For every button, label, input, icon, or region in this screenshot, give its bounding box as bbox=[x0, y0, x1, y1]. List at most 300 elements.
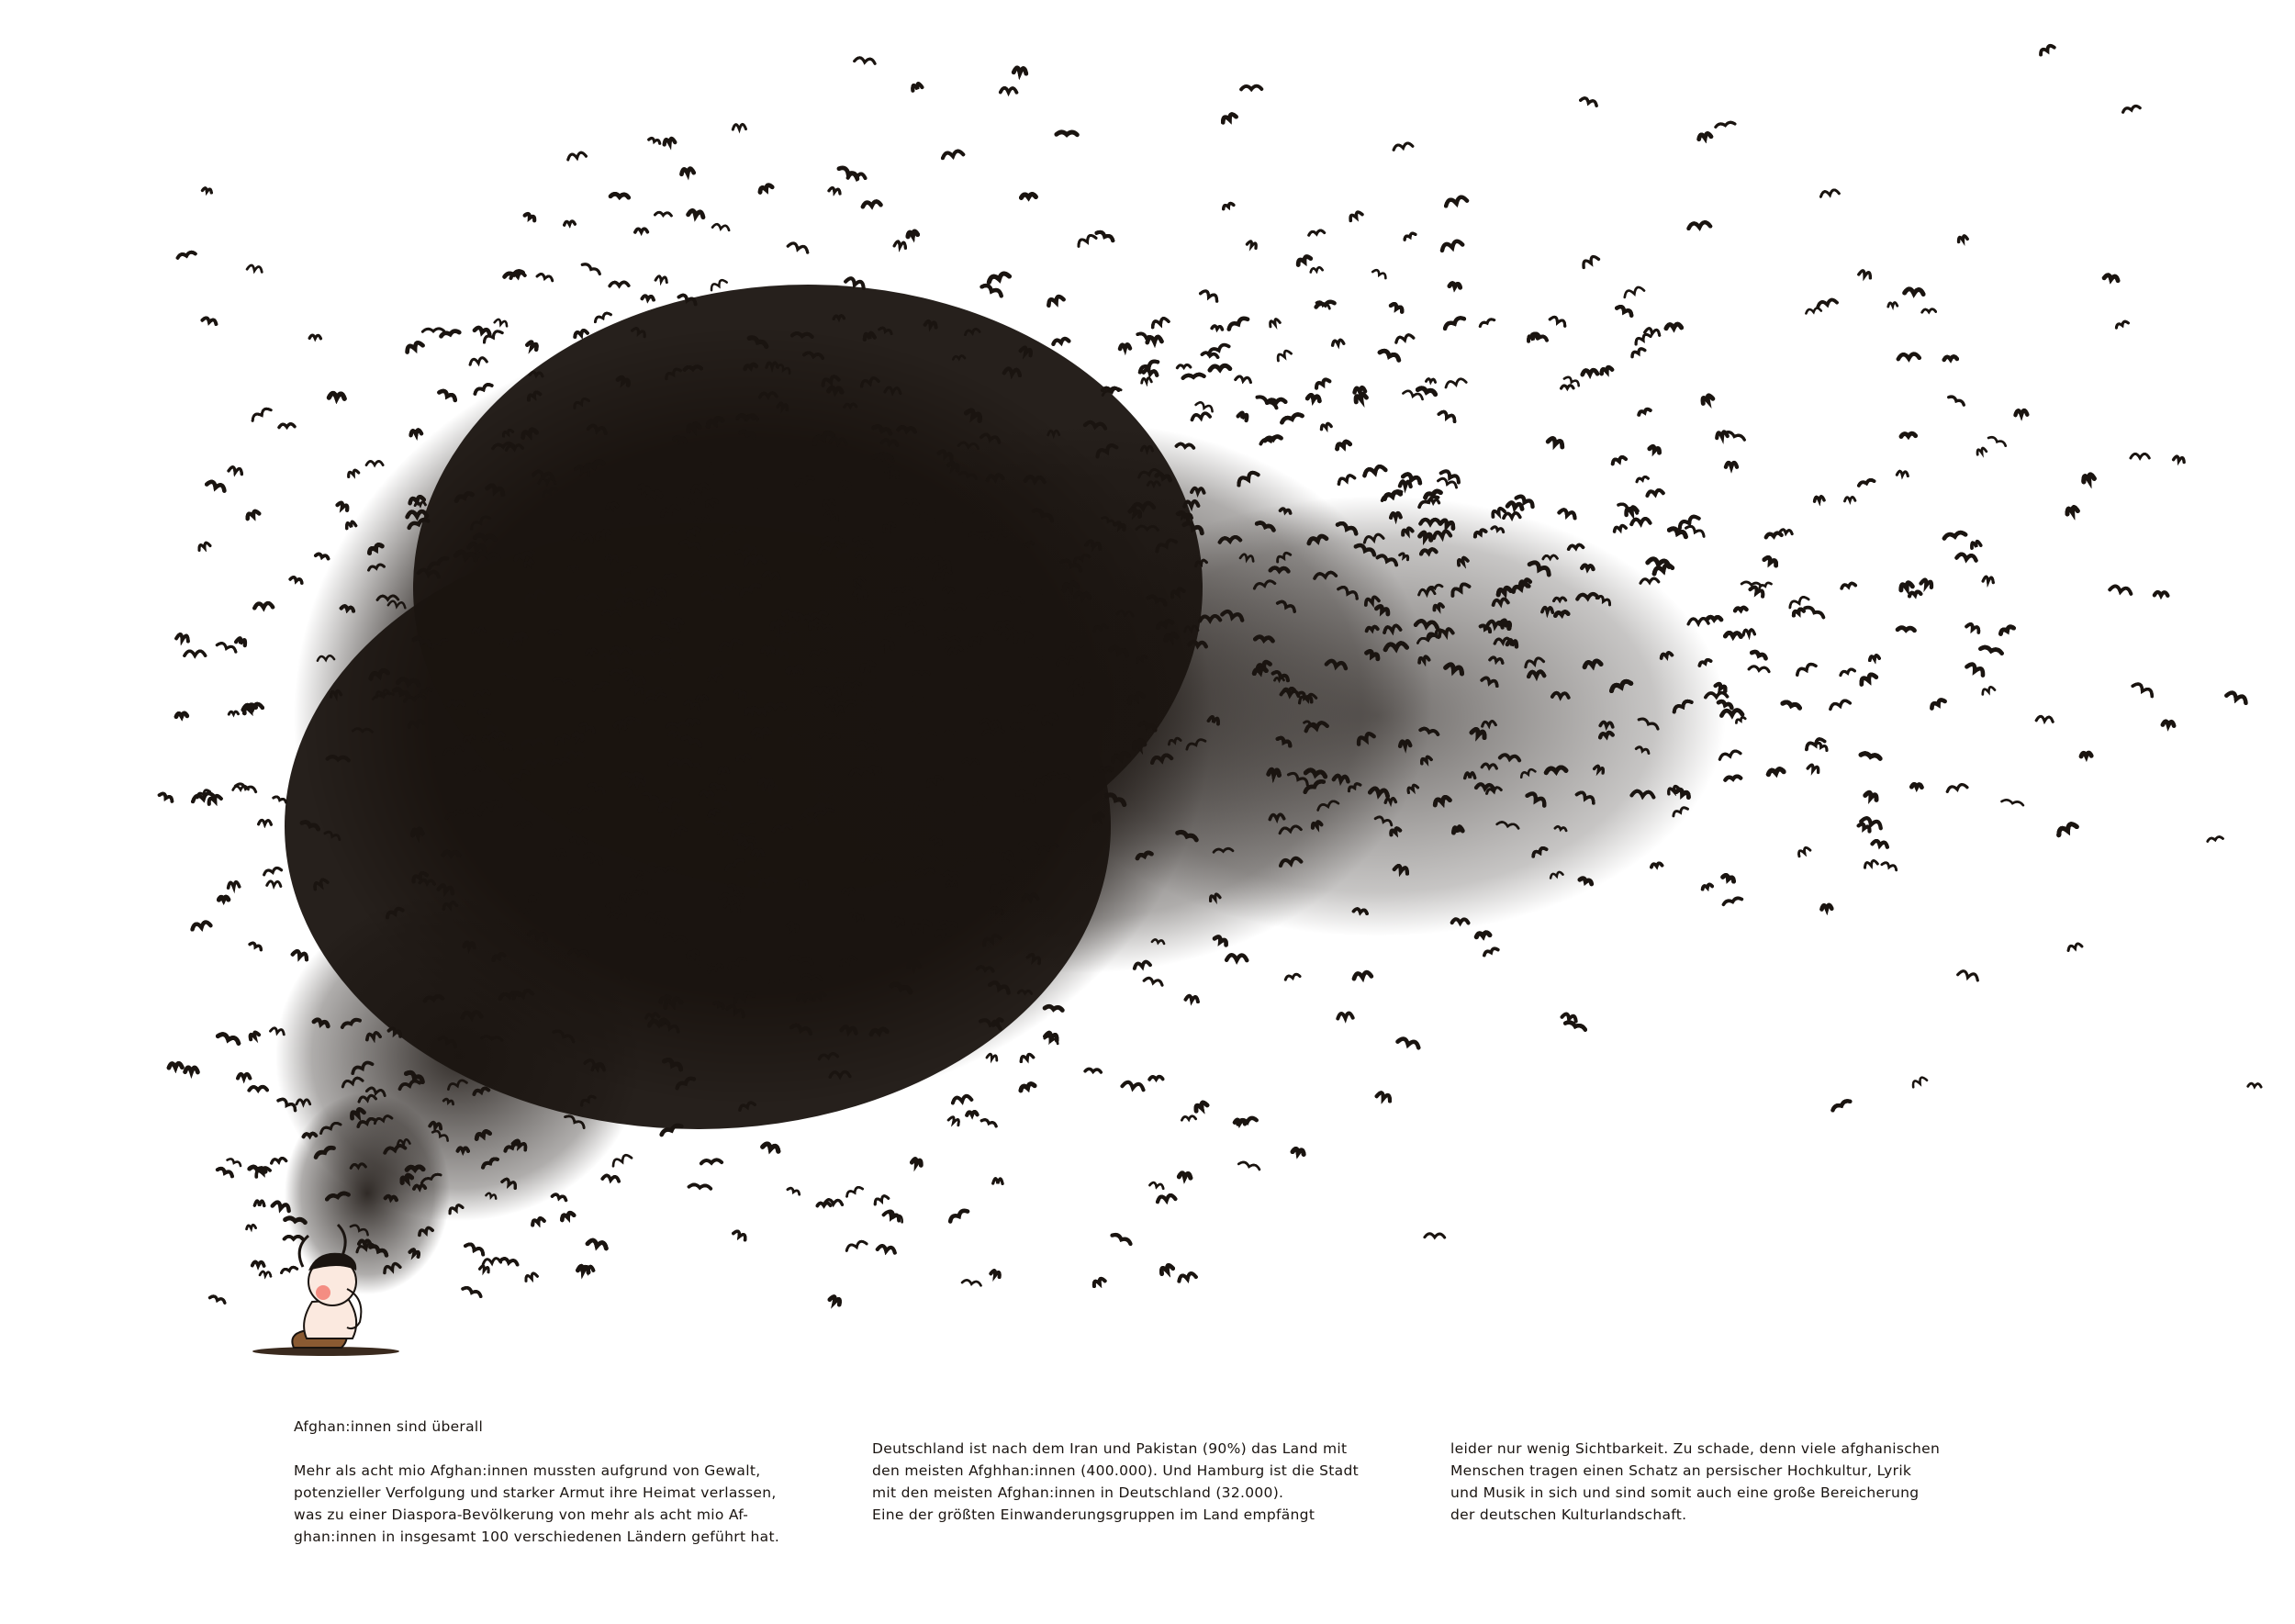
bird bbox=[1177, 364, 1191, 367]
bird bbox=[1981, 686, 1995, 694]
bird bbox=[894, 241, 906, 248]
bird bbox=[1764, 556, 1778, 566]
bird bbox=[1988, 436, 2007, 446]
bird bbox=[260, 1271, 271, 1277]
bird bbox=[1564, 375, 1580, 386]
bird bbox=[259, 820, 272, 824]
bird bbox=[1528, 334, 1538, 342]
bird bbox=[1631, 519, 1651, 524]
bird bbox=[1859, 270, 1872, 278]
bird bbox=[845, 1185, 863, 1196]
bird bbox=[762, 647, 773, 651]
bird bbox=[217, 642, 237, 652]
bird bbox=[439, 389, 456, 400]
bird bbox=[987, 1053, 998, 1060]
bird bbox=[2226, 691, 2247, 703]
bird bbox=[1377, 1092, 1392, 1101]
bird bbox=[1267, 399, 1285, 403]
bird bbox=[1013, 724, 1022, 727]
bird bbox=[228, 1158, 242, 1166]
bird bbox=[1821, 905, 1831, 910]
bird bbox=[1439, 410, 1456, 422]
bird bbox=[1207, 343, 1228, 354]
bird bbox=[561, 1212, 574, 1220]
bird bbox=[2039, 44, 2054, 54]
bird bbox=[207, 480, 226, 490]
bird bbox=[655, 212, 671, 216]
bird bbox=[1085, 1069, 1101, 1072]
bird bbox=[1966, 663, 1985, 676]
bird bbox=[1550, 316, 1566, 327]
bird bbox=[338, 501, 350, 510]
bird bbox=[1864, 860, 1877, 868]
bird bbox=[1404, 232, 1416, 240]
bird bbox=[1021, 194, 1036, 197]
bird bbox=[1943, 532, 1965, 538]
bird bbox=[247, 264, 263, 272]
bird bbox=[611, 1153, 632, 1166]
bird bbox=[1441, 469, 1461, 482]
bird bbox=[1887, 302, 1897, 307]
bird bbox=[988, 273, 1009, 283]
bird bbox=[1630, 347, 1644, 356]
bird bbox=[177, 252, 196, 258]
bird bbox=[1452, 919, 1469, 923]
bird bbox=[1144, 369, 1158, 375]
bird bbox=[1636, 476, 1648, 482]
bird bbox=[942, 151, 963, 159]
bird bbox=[1122, 1081, 1144, 1090]
bird bbox=[1332, 340, 1344, 345]
bird bbox=[197, 542, 210, 550]
bird bbox=[909, 510, 923, 514]
bird bbox=[1651, 863, 1662, 868]
bird bbox=[2036, 716, 2053, 722]
bird bbox=[1391, 513, 1401, 518]
bird bbox=[1830, 700, 1851, 710]
bird bbox=[1194, 1102, 1207, 1112]
bird bbox=[733, 1230, 747, 1240]
bird bbox=[733, 124, 745, 129]
bird bbox=[1445, 378, 1466, 387]
bird bbox=[1507, 502, 1523, 510]
bird bbox=[1946, 784, 1967, 792]
bird bbox=[1958, 969, 1979, 980]
bird bbox=[817, 1203, 830, 1205]
bird bbox=[610, 282, 629, 286]
bird bbox=[1450, 283, 1461, 287]
bird bbox=[1582, 565, 1594, 569]
bird bbox=[1743, 629, 1755, 634]
bird bbox=[366, 461, 383, 465]
bird bbox=[532, 1217, 544, 1226]
bird bbox=[1159, 1264, 1173, 1274]
bird bbox=[1721, 710, 1742, 715]
bird bbox=[1391, 303, 1404, 312]
bird bbox=[1614, 525, 1627, 532]
bird bbox=[246, 510, 259, 520]
bird bbox=[1750, 586, 1764, 597]
bird bbox=[474, 383, 492, 394]
bird bbox=[229, 711, 238, 714]
bird bbox=[1793, 608, 1804, 615]
bird bbox=[1426, 378, 1435, 382]
bird bbox=[1944, 356, 1957, 360]
bird bbox=[1931, 699, 1945, 709]
bird bbox=[1274, 678, 1283, 680]
bird bbox=[1223, 203, 1234, 209]
bird bbox=[912, 599, 925, 604]
bird bbox=[948, 1115, 960, 1125]
bird bbox=[912, 83, 923, 91]
bird bbox=[981, 1118, 997, 1126]
bird bbox=[1715, 122, 1734, 128]
bird bbox=[1192, 412, 1210, 420]
bird bbox=[293, 950, 308, 959]
bird bbox=[218, 897, 228, 900]
bird bbox=[574, 330, 588, 337]
bird bbox=[1970, 541, 1980, 548]
bird bbox=[1841, 583, 1855, 588]
section-heading: Afghan:innen sind überall bbox=[294, 1418, 484, 1435]
bird bbox=[1882, 861, 1898, 869]
bird bbox=[443, 852, 459, 856]
bird bbox=[407, 1167, 423, 1170]
bird bbox=[582, 263, 600, 274]
bird bbox=[1236, 375, 1251, 382]
bird bbox=[710, 278, 727, 290]
bird bbox=[1363, 465, 1385, 476]
bird bbox=[1949, 396, 1965, 406]
bird bbox=[2082, 474, 2094, 482]
bird bbox=[1897, 471, 1908, 476]
bird bbox=[1898, 627, 1915, 630]
text-column-2 bbox=[872, 1416, 1441, 1548]
bird bbox=[588, 1239, 608, 1249]
bird bbox=[1650, 445, 1661, 453]
bird bbox=[1201, 289, 1219, 301]
paragraph-1: Mehr als acht mio Afghan:innen mussten aufgrund von Gewalt, potenzieller Verfolgung und starker Armut ihre Heimat verlassen, was zu einer Diaspora-Bevölkerung von mehr als acht mio Af- ghan:innen in insgesamt 100 verschiedenen Ländern geführt hat. bbox=[294, 1462, 780, 1545]
bird bbox=[1749, 666, 1769, 671]
bird bbox=[1336, 441, 1350, 449]
bird bbox=[1911, 1076, 1927, 1087]
bird bbox=[1184, 501, 1198, 507]
bird bbox=[1144, 977, 1163, 985]
bird bbox=[760, 778, 774, 784]
bird bbox=[1315, 378, 1329, 388]
bird bbox=[577, 1266, 589, 1272]
bird bbox=[826, 700, 837, 706]
bird bbox=[465, 943, 475, 947]
bird bbox=[1723, 897, 1742, 904]
bird bbox=[845, 1240, 867, 1251]
bird bbox=[642, 296, 654, 300]
bird bbox=[2015, 410, 2027, 415]
bird bbox=[316, 554, 329, 559]
bird bbox=[700, 791, 712, 795]
bird bbox=[1393, 142, 1413, 150]
bird bbox=[1898, 353, 1920, 359]
bird bbox=[655, 275, 667, 283]
bird bbox=[169, 1063, 183, 1068]
bird bbox=[202, 187, 212, 193]
bird bbox=[1796, 662, 1816, 675]
bird bbox=[1648, 558, 1670, 567]
bird bbox=[1151, 317, 1169, 327]
bird bbox=[537, 273, 554, 280]
bird bbox=[1542, 607, 1553, 612]
bird bbox=[1723, 874, 1735, 881]
bird bbox=[267, 881, 281, 887]
bird bbox=[952, 1095, 971, 1103]
bird bbox=[1858, 479, 1874, 486]
bird bbox=[2104, 274, 2119, 281]
bird bbox=[1634, 332, 1651, 344]
bird bbox=[1735, 608, 1747, 611]
bird bbox=[681, 168, 694, 174]
bird bbox=[202, 317, 217, 324]
bird bbox=[788, 1187, 800, 1194]
bird bbox=[1320, 423, 1331, 430]
bird bbox=[406, 342, 423, 353]
bird bbox=[1179, 1172, 1191, 1178]
bird bbox=[635, 229, 647, 232]
bird bbox=[1308, 230, 1324, 235]
swarm-core bbox=[275, 285, 1726, 1294]
bird bbox=[1092, 1277, 1105, 1286]
bird bbox=[500, 1258, 519, 1265]
bird bbox=[1873, 840, 1888, 846]
bird bbox=[602, 1175, 619, 1182]
bird bbox=[1103, 388, 1119, 390]
bird bbox=[1192, 487, 1204, 492]
bird bbox=[176, 633, 189, 642]
bird bbox=[2115, 320, 2128, 328]
bird bbox=[1235, 1119, 1246, 1124]
text-column-1 bbox=[294, 1394, 863, 1570]
bird bbox=[1425, 1234, 1445, 1238]
bird bbox=[218, 1167, 233, 1176]
bird bbox=[649, 138, 661, 144]
bird bbox=[1702, 884, 1712, 890]
bird bbox=[480, 1265, 490, 1272]
bird bbox=[359, 1240, 370, 1243]
bird bbox=[2163, 721, 2175, 725]
bird bbox=[2122, 105, 2140, 112]
bird bbox=[1053, 338, 1069, 344]
bird bbox=[1212, 326, 1223, 330]
bird bbox=[1440, 240, 1462, 251]
bird bbox=[1281, 413, 1302, 422]
bird bbox=[218, 1033, 240, 1044]
bird bbox=[2133, 682, 2154, 697]
bird bbox=[697, 696, 707, 700]
bird bbox=[883, 804, 896, 809]
bird bbox=[1269, 769, 1280, 776]
bird bbox=[788, 241, 809, 252]
bird bbox=[1445, 196, 1467, 206]
bird bbox=[2001, 799, 2023, 805]
bird bbox=[908, 961, 919, 967]
bird bbox=[1120, 344, 1130, 349]
bird bbox=[907, 231, 917, 237]
bird bbox=[1686, 524, 1706, 536]
bird bbox=[1814, 496, 1824, 501]
bird bbox=[263, 867, 282, 874]
bird bbox=[1647, 489, 1663, 496]
bird bbox=[1805, 606, 1824, 618]
bird bbox=[1181, 1115, 1196, 1120]
bird bbox=[1611, 456, 1626, 465]
bird bbox=[1400, 481, 1411, 487]
bird bbox=[1840, 668, 1854, 676]
bird bbox=[1617, 305, 1633, 315]
bird bbox=[1020, 1082, 1035, 1090]
bird bbox=[1227, 317, 1248, 330]
bird bbox=[1701, 395, 1713, 404]
bird bbox=[1860, 673, 1876, 684]
bird bbox=[862, 201, 880, 207]
bird bbox=[1354, 393, 1366, 402]
bird bbox=[515, 633, 526, 639]
bird bbox=[2081, 753, 2091, 756]
bird bbox=[1956, 554, 1976, 561]
bird bbox=[1562, 386, 1573, 388]
bird bbox=[1452, 826, 1462, 833]
bird bbox=[1483, 947, 1498, 956]
bird bbox=[1788, 595, 1808, 608]
bird bbox=[1600, 366, 1612, 374]
bird bbox=[1844, 497, 1855, 501]
bird bbox=[1210, 365, 1230, 370]
bird bbox=[1349, 210, 1362, 220]
bird bbox=[475, 327, 490, 334]
bird bbox=[1559, 509, 1576, 518]
bird bbox=[249, 1087, 267, 1091]
bird bbox=[621, 774, 643, 778]
bird bbox=[465, 1242, 485, 1254]
bird bbox=[1869, 655, 1879, 660]
bird bbox=[483, 1258, 501, 1264]
bird bbox=[414, 1185, 425, 1189]
bird bbox=[2056, 823, 2077, 835]
bird bbox=[1861, 753, 1880, 758]
bird bbox=[1196, 401, 1215, 411]
bird bbox=[567, 151, 587, 160]
bird bbox=[912, 554, 927, 558]
bird bbox=[1403, 389, 1423, 399]
bird bbox=[251, 407, 271, 420]
bird bbox=[1735, 716, 1745, 722]
bird bbox=[160, 792, 174, 801]
bird bbox=[1725, 633, 1741, 636]
bird bbox=[185, 651, 206, 655]
bird bbox=[829, 187, 841, 194]
bird bbox=[763, 1143, 779, 1151]
bird bbox=[1901, 433, 1916, 437]
paragraph-2: Deutschland ist nach dem Iran und Pakistan (90%) das Land mit den meisten Afghhan:innen (400.000). Und Hamburg ist die Stadt mit den meisten Afghan:innen in Deutschland (32.000). Eine der größten Einwanderungsgruppen im Land empfängt bbox=[872, 1440, 1359, 1523]
bird bbox=[2067, 943, 2082, 951]
bird bbox=[1149, 1077, 1163, 1080]
bird bbox=[1057, 132, 1078, 135]
bird bbox=[701, 1159, 722, 1163]
paragraph-3: leider nur wenig Sichtbarkeit. Zu schade, denn viele afghanischen Menschen tragen einen Schatz an persischer Hochkultur, Lyrik und Musik in sich und sind somit auch eine große Bereicherung der deutschen Kulturlandschaft. bbox=[1450, 1440, 1941, 1523]
bird bbox=[1001, 88, 1017, 93]
bird bbox=[1999, 625, 2013, 633]
bird bbox=[1726, 463, 1737, 467]
bird bbox=[2155, 592, 2168, 596]
bird bbox=[1385, 798, 1395, 802]
bird bbox=[1285, 973, 1301, 980]
bird bbox=[1980, 646, 2002, 654]
bird bbox=[1113, 1233, 1132, 1244]
bird bbox=[1698, 133, 1711, 140]
bird bbox=[1797, 846, 1810, 857]
bird bbox=[422, 329, 443, 332]
bird bbox=[192, 921, 211, 929]
bird bbox=[993, 1179, 1003, 1184]
bird bbox=[1157, 1194, 1175, 1202]
bird bbox=[830, 1295, 842, 1305]
bird bbox=[719, 767, 729, 773]
bird bbox=[1752, 651, 1766, 658]
bird bbox=[246, 1225, 255, 1229]
bird bbox=[1966, 622, 1980, 633]
bird bbox=[1666, 324, 1682, 329]
bird bbox=[1957, 235, 1967, 241]
bird bbox=[912, 1159, 922, 1166]
bird bbox=[1293, 1148, 1304, 1155]
bird bbox=[991, 1270, 1001, 1277]
bird bbox=[874, 454, 891, 458]
bird bbox=[309, 335, 320, 339]
bird bbox=[271, 1158, 285, 1163]
bird bbox=[1182, 374, 1203, 377]
bird bbox=[1178, 1272, 1196, 1282]
bird bbox=[2248, 1083, 2262, 1087]
bird bbox=[412, 829, 423, 835]
bird bbox=[1141, 377, 1151, 383]
bird bbox=[610, 194, 629, 197]
bird bbox=[449, 701, 464, 705]
bird bbox=[664, 138, 676, 144]
bird bbox=[1905, 288, 1924, 294]
bird bbox=[1688, 222, 1710, 229]
bird bbox=[1338, 1013, 1353, 1018]
bird bbox=[254, 603, 273, 609]
bird bbox=[812, 688, 827, 691]
bird bbox=[1147, 337, 1161, 342]
bird bbox=[2131, 454, 2149, 458]
bird bbox=[1380, 349, 1400, 360]
bird bbox=[1718, 750, 1741, 759]
bird bbox=[949, 1209, 968, 1222]
bird bbox=[1465, 773, 1475, 778]
bird bbox=[2110, 585, 2132, 593]
bird bbox=[873, 1194, 888, 1204]
bird bbox=[1479, 318, 1494, 326]
bird bbox=[1476, 932, 1490, 936]
bird bbox=[1808, 764, 1819, 772]
bird bbox=[281, 1266, 297, 1272]
bird bbox=[1269, 319, 1280, 327]
bird bbox=[564, 221, 575, 225]
bird bbox=[1583, 370, 1598, 375]
bird bbox=[524, 1272, 537, 1281]
bird bbox=[1899, 582, 1912, 590]
bird bbox=[347, 469, 359, 476]
bird bbox=[1831, 1100, 1850, 1111]
